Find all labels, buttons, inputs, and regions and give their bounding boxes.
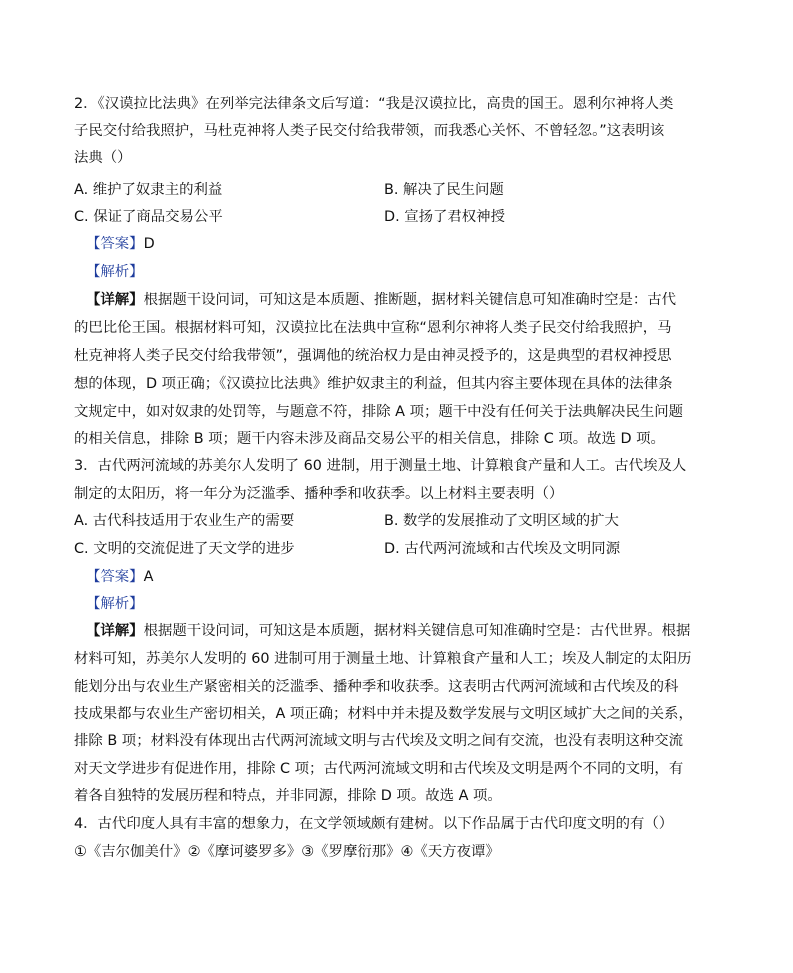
q2-detail-line: 的相关信息，排除 B 项；题干内容未涉及商品交易公平的相关信息，排除 C 项。故选 D 项。: [74, 431, 665, 447]
q2-option-a: A. 维护了奴隶主的利益: [74, 182, 223, 198]
q2-stem-line: 2．《汉谟拉比法典》在列举完法律条文后写道：“我是汉谟拉比，高贵的国王。恩利尔神将人类: [74, 96, 674, 112]
q3-option-b: B. 数学的发展推动了文明区域的扩大: [384, 513, 619, 529]
q3-stem-line: 3．古代两河流域的苏美尔人发明了 60 进制，用于测量土地、计算粮食产量和人工。古代埃及人: [74, 458, 687, 474]
q3-detail-line: 排除 B 项；材料没有体现出古代两河流域文明与古代埃及文明之间有交流，也没有表明这种交流: [74, 733, 684, 749]
detail-text: 根据题干设问词，可知这是本质题、推断题，据材料关键信息可知准确时空是：古代: [143, 292, 677, 308]
q4-items: ①《吉尔伽美什》②《摩诃婆罗多》③《罗摩衍那》④《天方夜谭》: [74, 844, 500, 860]
q3-detail-line: 材料可知，苏美尔人发明的 60 进制可用于测量土地、计算粮食产量和人工；埃及人制定的太阳历: [74, 651, 692, 667]
q3-detail-line: [86, 621, 690, 641]
q2-option-b: B. 解决了民生问题: [384, 182, 504, 198]
q2-stem-line: 子民交付给我照护，马杜克神将人类子民交付给我带领，而我悉心关怀、不曾轻忽。”这表明该: [74, 123, 665, 139]
q3-stem-line: 制定的太阳历，将一年分为泛滥季、播种季和收获季。以上材料主要表明（）: [74, 486, 564, 502]
detail-label: 【详解】: [86, 292, 144, 308]
answer-label: 【答案】: [86, 236, 144, 252]
q3-detail-line: 着各自独特的发展历程和特点，并非同源，排除 D 项。故选 A 项。: [74, 788, 502, 804]
q3-option-c: C. 文明的交流促进了天文学的进步: [74, 541, 295, 557]
q4-stem-line: 4．古代印度人具有丰富的想象力，在文学领域颇有建树。以下作品属于古代印度文明的有（）: [74, 816, 674, 832]
q3-option-d: D. 古代两河流域和古代埃及文明同源: [384, 541, 621, 557]
q2-option-c: C. 保证了商品交易公平: [74, 209, 223, 225]
answer-value: A: [143, 569, 154, 585]
detail-text: 根据题干设问词，可知这是本质题，据材料关键信息可知准确时空是：古代世界。根据: [143, 623, 691, 639]
q2-detail-line: [86, 290, 676, 310]
q2-detail-line: 的巴比伦王国。根据材料可知，汉谟拉比在法典中宣称“恩利尔神将人类子民交付给我照护，马: [74, 320, 672, 336]
q2-detail-line: 杜克神将人类子民交付给我带领”，强调他的统治权力是由神灵授予的，这是典型的君权神授思: [74, 348, 672, 364]
q3-option-a: A. 古代科技适用于农业生产的需要: [74, 513, 295, 529]
answer-value: D: [143, 236, 155, 252]
q3-answer: [86, 567, 153, 587]
q2-option-d: D. 宣扬了君权神授: [384, 209, 505, 225]
q3-detail-line: 技成果都与农业生产密切相关，A 项正确；材料中并未提及数学发展与文明区域扩大之间的关系，: [74, 706, 693, 722]
q3-detail-line: 对天文学进步有促进作用，排除 C 项；古代两河流域文明和古代埃及文明是两个不同的文明，有: [74, 761, 684, 777]
detail-label: 【详解】: [86, 623, 144, 639]
q2-stem-line: 法典（）: [74, 150, 132, 166]
q2-analysis-label: 【解析】: [86, 264, 144, 280]
q3-detail-line: 能划分出与农业生产紧密相关的泛滥季、播种季和收获季。这表明古代两河流域和古代埃及的科: [74, 679, 679, 695]
q3-analysis-label: 【解析】: [86, 596, 144, 612]
q2-answer: [86, 234, 155, 254]
q2-detail-line: 想的体现，D 项正确；《汉谟拉比法典》维护奴隶主的利益，但其内容主要体现在具体的法律条: [74, 376, 673, 392]
answer-label: 【答案】: [86, 569, 144, 585]
q2-detail-line: 文规定中，如对奴隶的处罚等，与题意不符，排除 A 项；题干中没有任何关于法典解决民生问题: [74, 404, 684, 420]
